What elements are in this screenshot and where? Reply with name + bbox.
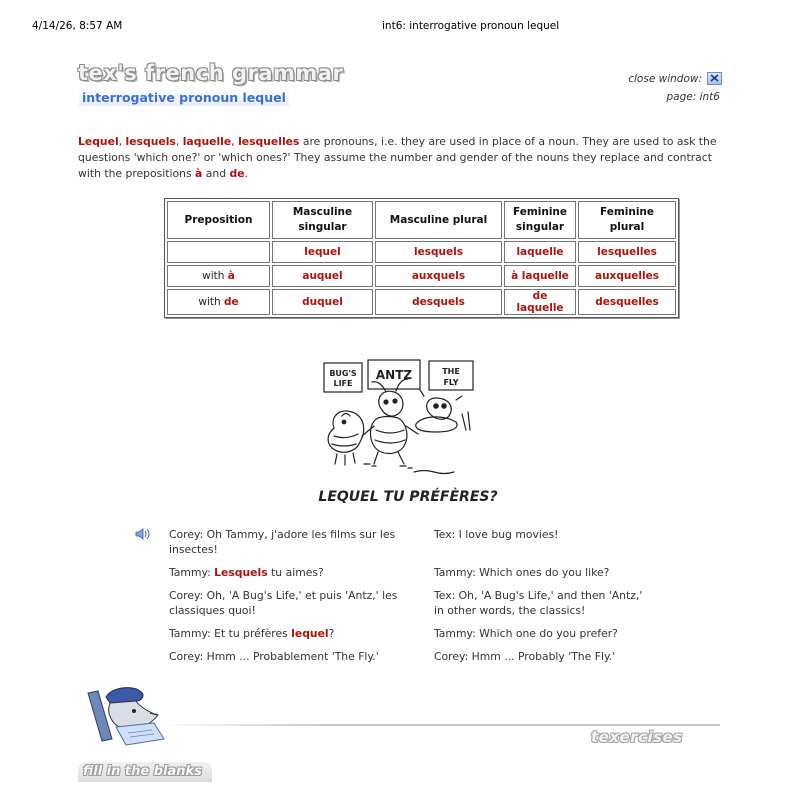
term-laquelle: laquelle: [182, 135, 232, 148]
print-date: 4/14/26, 8:57 AM: [32, 20, 123, 32]
dialog-french: [169, 649, 409, 664]
sign-bugs-life-text: BUG'S: [329, 369, 357, 378]
speaker-icon[interactable]: [135, 527, 151, 541]
dialog-text: Corey: Hmm ... Probablement 'The Fly.': [169, 650, 379, 663]
column-header: Masculine plural: [375, 201, 502, 239]
table-cell: laquelle: [504, 241, 576, 263]
table-cell: lequel: [272, 241, 373, 263]
dialog-text: Corey: Oh, 'A Bug's Life,' et puis 'Antz,' les classiques quoi!: [169, 589, 398, 617]
sign-the-fly-text: FLY: [443, 378, 459, 387]
dialog-text: ?: [328, 627, 335, 640]
armadillo-mascot-icon: [76, 683, 176, 749]
sign-the-fly-text: THE: [442, 367, 460, 376]
term-a: à: [195, 167, 203, 180]
dialog-english: Tex: I love bug movies!: [434, 528, 559, 541]
preposition-text: with: [198, 296, 224, 308]
preposition-cell: [167, 289, 270, 315]
cartoon-caption: LEQUEL TU PRÉFÈRES?: [318, 489, 498, 505]
fill-in-the-blanks-label: fill in the blanks: [83, 764, 202, 779]
close-window-label: close window:: [628, 72, 702, 85]
table-header-row: [167, 201, 676, 239]
table-cell: auquel: [272, 265, 373, 287]
close-icon[interactable]: [707, 72, 722, 85]
table-row: [167, 265, 676, 287]
dialog-english: Tammy: Which ones do you like?: [434, 566, 610, 579]
footer-divider: [150, 724, 720, 726]
column-header: Feminine plural: [578, 201, 676, 239]
term-lequel: Lequel: [78, 135, 119, 148]
print-title: int6: interrogative pronoun lequel: [382, 20, 560, 32]
dialog-text: Tammy:: [169, 566, 215, 579]
table-cell: auxquels: [375, 265, 502, 287]
table-cell: desquels: [375, 289, 502, 315]
texercises-link[interactable]: texercises: [591, 728, 683, 746]
fill-in-the-blanks-tab[interactable]: [78, 762, 212, 782]
table-cell: de laquelle: [504, 289, 576, 315]
page-label: page: int6: [666, 91, 720, 103]
dialog-french: [169, 565, 409, 580]
dialog-english: Tex: Oh, 'A Bug's Life,' and then 'Antz,' in other words, the classics!: [434, 589, 643, 617]
table-row: [167, 241, 676, 263]
page-subtitle: interrogative pronoun lequel: [79, 89, 289, 106]
intro-text: are pronouns, i.e. they are used in place of a noun. They are used to ask the questions 'which one?' or 'which ones?' They assume the number and gender of the nouns they replace and contract with the prepositions: [78, 135, 717, 180]
intro-paragraph: [78, 134, 723, 182]
separator: ,: [118, 135, 126, 148]
term-lesquelles: lesquelles: [238, 135, 300, 148]
column-header: Feminine singular: [504, 201, 576, 239]
dialog-french: [169, 588, 409, 618]
dialog-text: Tammy: Et tu préfères: [169, 627, 292, 640]
intro-end: .: [244, 167, 248, 180]
term-lesquels: lesquels: [125, 135, 176, 148]
table-row: [167, 289, 676, 315]
cartoon-illustration: [312, 356, 502, 510]
preposition-text: with: [202, 270, 228, 282]
column-header: Preposition: [167, 201, 270, 239]
intro-and: and: [202, 167, 230, 180]
table-cell: lesquels: [375, 241, 502, 263]
preposition-term: de: [223, 296, 239, 308]
preposition-term: à: [227, 270, 235, 282]
dialog-term: lequel: [291, 627, 329, 640]
close-window-control: [628, 72, 722, 85]
table-cell: duquel: [272, 289, 373, 315]
separator: ,: [231, 135, 239, 148]
dialog-english: Tammy: Which one do you prefer?: [434, 627, 618, 640]
sign-antz-text: ANTZ: [375, 368, 413, 382]
table-cell: desquelles: [578, 289, 676, 315]
dialog-english: Corey: Hmm ... Probably 'The Fly.': [434, 650, 616, 663]
pronoun-table: [164, 198, 679, 318]
column-header: Masculine singular: [272, 201, 373, 239]
preposition-cell: [167, 241, 270, 263]
dialog-term: Lesquels: [214, 566, 268, 579]
dialog-french: [169, 626, 409, 641]
term-de: de: [229, 167, 245, 180]
print-header: [32, 20, 768, 34]
separator: ,: [175, 135, 183, 148]
site-logo[interactable]: tex's french grammar: [78, 61, 344, 85]
table-cell: à laquelle: [504, 265, 576, 287]
table-cell: auxquelles: [578, 265, 676, 287]
dialog-text: tu aimes?: [267, 566, 324, 579]
dialog-text: Corey: Oh Tammy, j'adore les films sur les insectes!: [169, 528, 396, 556]
preposition-cell: [167, 265, 270, 287]
table-cell: lesquelles: [578, 241, 676, 263]
sign-bugs-life-text: LIFE: [333, 379, 353, 388]
dialog-french: [169, 527, 409, 557]
